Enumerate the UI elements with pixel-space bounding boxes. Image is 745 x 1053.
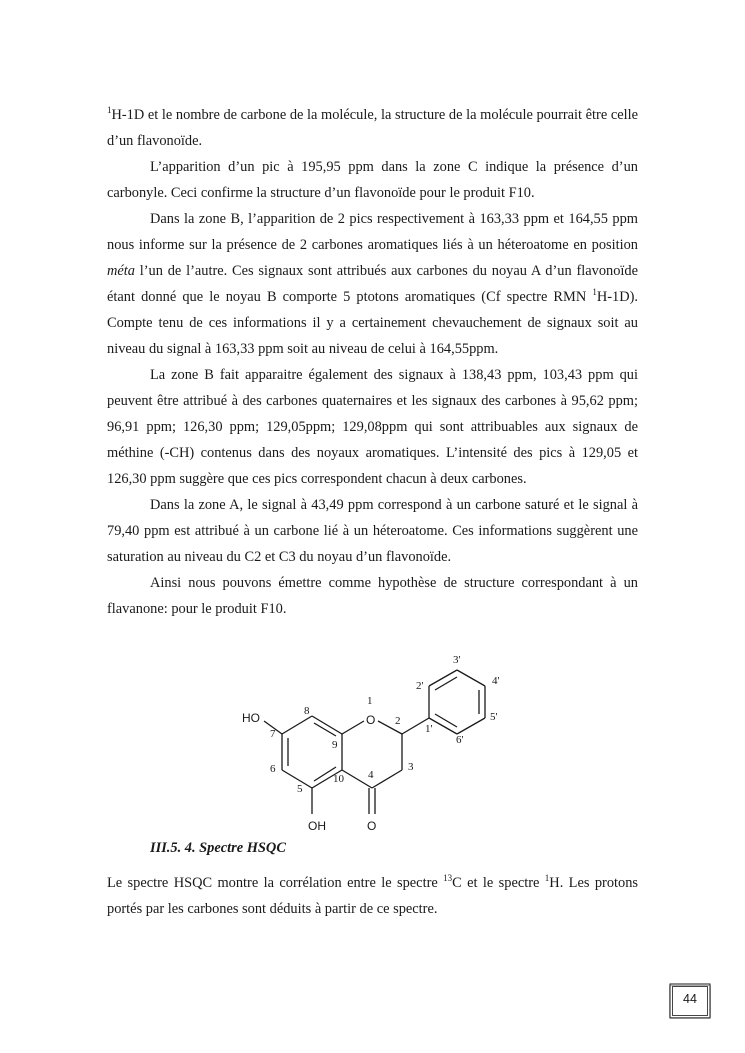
page-number-box [669, 983, 711, 1019]
paragraph-1 [107, 102, 638, 154]
num-4-prime: 4' [492, 675, 500, 687]
num-2: 2 [395, 715, 401, 727]
superscript: 1 [107, 105, 112, 116]
paragraph-3 [107, 206, 638, 362]
paragraph-text: Dans la zone A, le signal à 43,49 ppm correspond à un carbone saturé et le signal à 79,40 ppm est attribué à un carbone lié à un héteroatome. Ces informations suggèrent une saturation au niveau du C2 et C3 du noyau d’un flavonoïde. [107, 497, 638, 565]
paragraph-text: H. Les protons portés par les carbones sont déduits à partir de ce spectre. [107, 875, 639, 917]
paragraph-text: L’apparition d’un pic à 195,95 ppm dans la zone C indique la présence d’un carbonyle. Ceci confirme la structure d’un flavonoïde pour le produit F10. [107, 159, 638, 201]
paragraph-text: l’un de l’autre. Ces signaux sont attribués aux carbones du noyau A d’un flavonoïde étant donné que le noyau B comporte 5 ptotons aromatiques (Cf spectre RMN [107, 263, 638, 305]
num-3: 3 [408, 761, 414, 773]
num-7: 7 [270, 728, 276, 740]
paragraph-4 [107, 362, 638, 492]
num-6-prime: 6' [456, 734, 464, 746]
italic-term: méta [107, 263, 135, 279]
num-1: 1 [367, 695, 373, 707]
num-5: 5 [297, 783, 303, 795]
superscript: 1 [544, 873, 550, 884]
num-8: 8 [304, 705, 310, 717]
hsqc-paragraph [107, 870, 638, 922]
ho-label: HO [242, 711, 260, 725]
carbonyl-o-label: O [367, 819, 377, 833]
paragraph-text: Le spectre HSQC montre la corrélation entre le spectre [107, 875, 444, 891]
num-4: 4 [368, 769, 374, 781]
paragraph-text: C et le spectre [452, 875, 545, 891]
superscript: 13 [443, 873, 453, 884]
paragraph-5 [107, 492, 638, 570]
page-number: 44 [683, 992, 697, 1006]
section-heading: III.5. 4. Spectre HSQC [150, 840, 286, 856]
paragraph-6 [107, 570, 638, 622]
ring-o-label: O [366, 713, 376, 727]
paragraph-text: H-1D et le nombre de carbone de la molécule, la structure de la molécule pourrait être celle d’un flavonoïde. [107, 107, 638, 149]
paragraph-text: La zone B fait apparaitre également des signaux à 138,43 ppm, 103,43 ppm qui peuvent être attribué à des carbones quaternaires et les signaux des carbones à 95,62 ppm; 96,91 ppm; 126,30 ppm; 129,05ppm; 129,08ppm qui sont attribuables aux signaux de méthine (-CH) contenus dans des noyaux aromatiques. L’intensité des pics à 129,05 et 126,30 ppm suggère que ces pics correspondent chacun à deux carbones. [107, 367, 638, 487]
num-3-prime: 3' [453, 654, 461, 666]
num-2-prime: 2' [416, 680, 424, 692]
flavanone-structure [230, 648, 520, 838]
paragraph-text: Dans la zone B, l’apparition de 2 pics respectivement à 163,33 ppm et 164,55 ppm nous informe sur la présence de 2 carbones aromatiques liés à un héteroatome en position [107, 211, 638, 253]
atom-labels [242, 711, 376, 833]
body-text [107, 102, 638, 622]
paragraph-2 [107, 154, 638, 206]
paragraph-text: H-1D). Compte tenu de ces informations il y a certainement chevauchement de signaux soit au niveau du signal à 163,33 ppm soit au niveau de celui à 164,55ppm. [107, 289, 638, 357]
oh-label: OH [308, 819, 326, 833]
num-9: 9 [332, 739, 338, 751]
paragraph-text: Ainsi nous pouvons émettre comme hypothèse de structure correspondant à un flavanone: pour le produit F10. [107, 575, 638, 617]
num-1-prime: 1' [425, 723, 433, 735]
num-6: 6 [270, 763, 276, 775]
num-10: 10 [333, 773, 344, 785]
num-5-prime: 5' [490, 711, 498, 723]
superscript: 1 [592, 287, 597, 298]
